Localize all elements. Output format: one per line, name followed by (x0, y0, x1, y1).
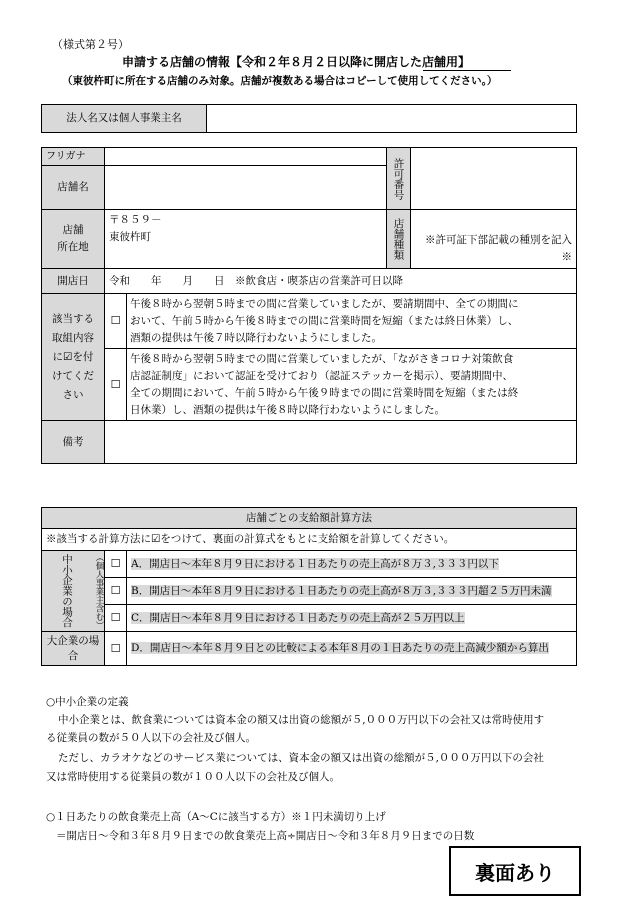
service-definition-line-1: ただし、カラオケなどのサービス業については、資本金の額又は出資の総額が５,０００万円以下の会社 (58, 752, 544, 764)
town-name: 東彼杵町 (109, 231, 151, 243)
sme-definition-line-2: る従業員の数が５０人以下の会社及び個人。 (46, 732, 256, 744)
store-type-note: ※許可証下部記載の種別を記入※ (425, 234, 572, 263)
measure-2-text: 午後８時から翌朝５時までの間に営業していましたが、「ながさきコロナ対策飲食 店認証制度」において認証を受けており（認証ステッカーを掲示）、要請期間中、 全ての期間において、午前５時から午後９時までの間に営業時間を短縮（または終 日休業）し、酒類の提供は午後８時以降行わないようにしました。 (127, 349, 577, 421)
sales-heading: ○１日あたりの飲食業売上高（A～Cに該当する方）※１円未満切り上げ (46, 811, 386, 823)
option-b-text: B．開店日～本年８月９日における１日あたりの売上高が８万３,３３３円超２５万円未満 (127, 578, 577, 605)
store-name-label: 店舗名 (42, 166, 105, 210)
option-a-checkbox[interactable]: ☐ (105, 551, 127, 578)
store-type-label: 店舗種類 (387, 210, 411, 269)
open-date-label: 開店日 (42, 269, 105, 294)
form-title: 申請する店舗の情報【令和２年８月２日以降に開店した店舗用】 (122, 55, 471, 69)
option-a-text: A．開店日～本年８月９日における１日あたりの売上高が８万３,３３３円以下 (127, 551, 577, 578)
sme-label-text: 中小企業の場合 (61, 554, 73, 628)
sales-formula: ＝開店日～令和３年８月９日までの飲食業売上高÷開店日～令和３年８月９日までの日数 (56, 830, 475, 842)
form-subtitle: （東彼杵町に所在する店舗のみ対象。店舗が複数ある場合はコピーして使用してください。） (62, 75, 498, 87)
permit-label: 許可番号 (387, 148, 411, 210)
option-d-checkbox[interactable]: ☐ (105, 632, 127, 666)
sme-definition-heading: ○中小企業の定義 (46, 696, 129, 708)
option-c-checkbox[interactable]: ☐ (105, 605, 127, 632)
remarks-field[interactable] (105, 421, 577, 464)
option-d-text: D．開店日～本年８月９日との比較による本年８月の１日あたりの売上高減少額から算出 (127, 632, 577, 666)
permit-field[interactable] (411, 148, 577, 210)
address-label-1: 店舗 (62, 224, 84, 236)
calc-table (41, 507, 577, 666)
measures-label: 該当する取組内容に☑を付けてください (42, 294, 105, 421)
measure-1-text: 午後８時から翌朝５時までの間に営業していましたが、要請期間中、全ての期間に おいて、午前５時から午後８時までの間に営業時間を短縮（または終日休業）し、 酒類の提供は午後７時以降行わないようにしました。 (127, 294, 577, 349)
store-name-field[interactable] (105, 166, 387, 210)
sme-label (42, 551, 105, 632)
furigana-field[interactable] (105, 148, 387, 166)
calc-title: 店舗ごとの支給額計算方法 (42, 508, 577, 529)
address-label (42, 210, 105, 269)
option-b-checkbox[interactable]: ☐ (105, 578, 127, 605)
large-company-label: 大企業の場合 (42, 632, 105, 666)
back-side-note: 裏面あり (449, 846, 581, 896)
address-label-2: 所在地 (57, 241, 89, 253)
sme-definition-line-1: 中小企業とは、飲食業については資本金の額又は出資の総額が５,０００万円以下の会社又は常時使用す (58, 714, 545, 726)
calc-instruction: ※該当する計算方法に☑をつけて、裏面の計算式をもとに支給額を計算してください。 (42, 529, 577, 551)
option-c-text: C．開店日～本年８月９日における１日あたりの売上高が２５万円以上 (127, 605, 577, 632)
form-number: （様式第２号） (52, 38, 129, 51)
applicant-field[interactable] (207, 105, 577, 133)
store-type-field[interactable] (411, 210, 577, 269)
open-date-field[interactable]: 令和 年 月 日 ※飲食店・喫茶店の営業許可日以降 (105, 269, 577, 294)
remarks-label: 備考 (42, 421, 105, 464)
sme-label-sub: （個人事業主含む） (94, 552, 104, 630)
store-table (41, 147, 577, 464)
title-underline (423, 70, 511, 71)
measure-2-checkbox[interactable]: ☐ (105, 349, 127, 421)
applicant-label: 法人名又は個人事業主名 (42, 105, 207, 133)
furigana-label: フリガナ (42, 148, 105, 166)
postal-code: 〒８５９－ (109, 214, 162, 226)
applicant-table (41, 104, 577, 133)
address-field[interactable] (105, 210, 387, 269)
measure-1-checkbox[interactable]: ☐ (105, 294, 127, 349)
service-definition-line-2: 又は常時使用する従業員の数が１００人以下の会社及び個人。 (46, 771, 340, 783)
